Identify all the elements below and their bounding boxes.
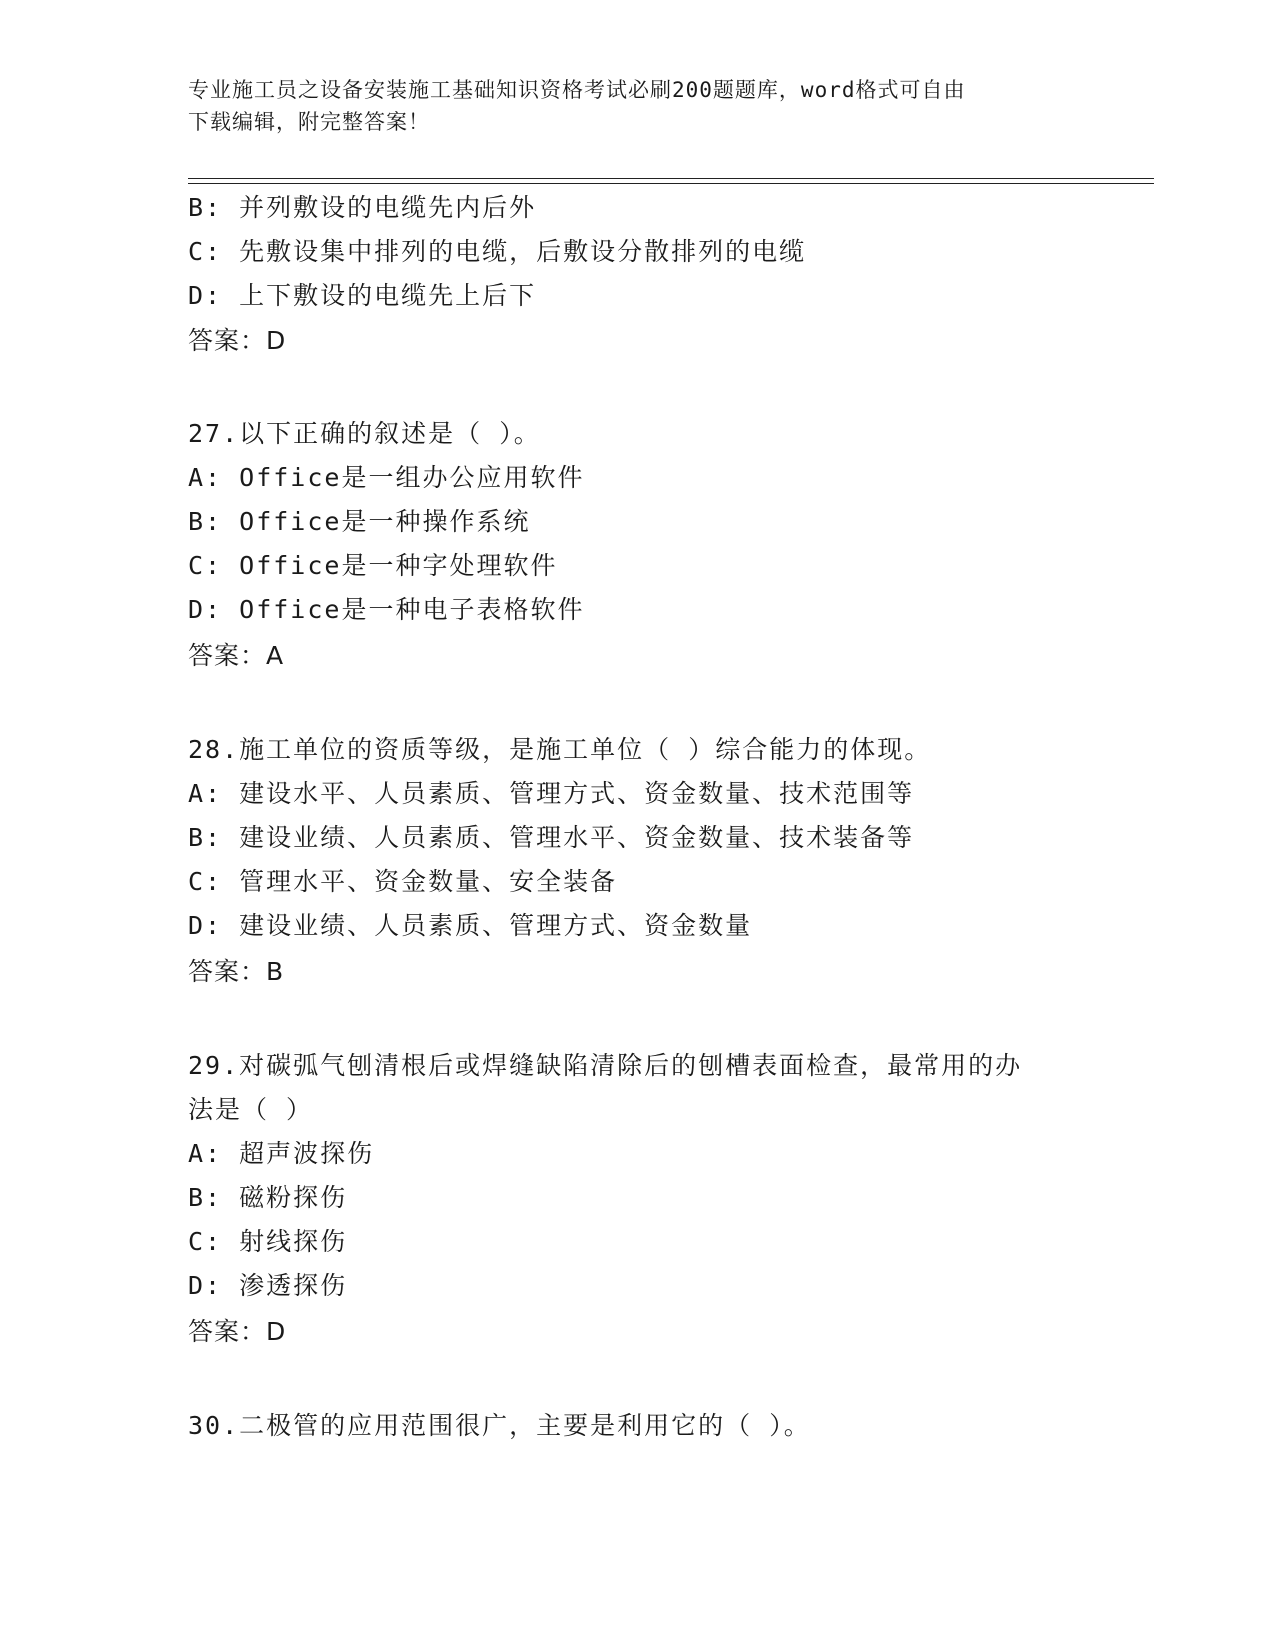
q28-answer: 答案：B — [188, 957, 285, 986]
q29-stem-line-2: 法是（ ） — [188, 1095, 314, 1124]
q27-stem: 27.以下正确的叙述是（ ）。 — [188, 419, 541, 448]
q27-option-d: D: Office是一种电子表格软件 — [188, 595, 585, 624]
q26-option-b: B: 并列敷设的电缆先内后外 — [188, 193, 537, 222]
q29-option-c: C: 射线探伤 — [188, 1227, 348, 1256]
q29-stem-line-1: 29.对碳弧气刨清根后或焊缝缺陷清除后的刨槽表面检查，最常用的办 — [188, 1051, 1023, 1080]
q26-answer: 答案：D — [188, 326, 287, 355]
q26-option-d: D: 上下敷设的电缆先上后下 — [188, 281, 537, 310]
header-line-2: 下载编辑，附完整答案！ — [188, 110, 430, 134]
q30-stem: 30.二极管的应用范围很广，主要是利用它的（ ）。 — [188, 1411, 811, 1440]
q28-option-c: C: 管理水平、资金数量、安全装备 — [188, 867, 618, 896]
q28-option-d: D: 建设业绩、人员素质、管理方式、资金数量 — [188, 911, 753, 940]
q29-answer: 答案：D — [188, 1317, 287, 1346]
q28-option-b: B: 建设业绩、人员素质、管理水平、资金数量、技术装备等 — [188, 823, 915, 852]
q27-option-a: A: Office是一组办公应用软件 — [188, 463, 585, 492]
q29-option-d: D: 渗透探伤 — [188, 1271, 348, 1300]
header-line-1: 专业施工员之设备安装施工基础知识资格考试必刷200题题库，word格式可自由 — [188, 78, 966, 102]
q27-option-b: B: Office是一种操作系统 — [188, 507, 531, 536]
q26-option-c: C: 先敷设集中排列的电缆，后敷设分散排列的电缆 — [188, 237, 807, 266]
header-divider-top — [188, 178, 1154, 179]
q27-option-c: C: Office是一种字处理软件 — [188, 551, 558, 580]
q28-stem: 28.施工单位的资质等级，是施工单位（ ）综合能力的体现。 — [188, 735, 932, 764]
document-header — [188, 74, 1088, 138]
q29-option-b: B: 磁粉探伤 — [188, 1183, 348, 1212]
q28-option-a: A: 建设水平、人员素质、管理方式、资金数量、技术范围等 — [188, 779, 915, 808]
q27-answer: 答案：A — [188, 641, 285, 670]
header-divider-bottom — [188, 183, 1154, 184]
q29-option-a: A: 超声波探伤 — [188, 1139, 375, 1168]
